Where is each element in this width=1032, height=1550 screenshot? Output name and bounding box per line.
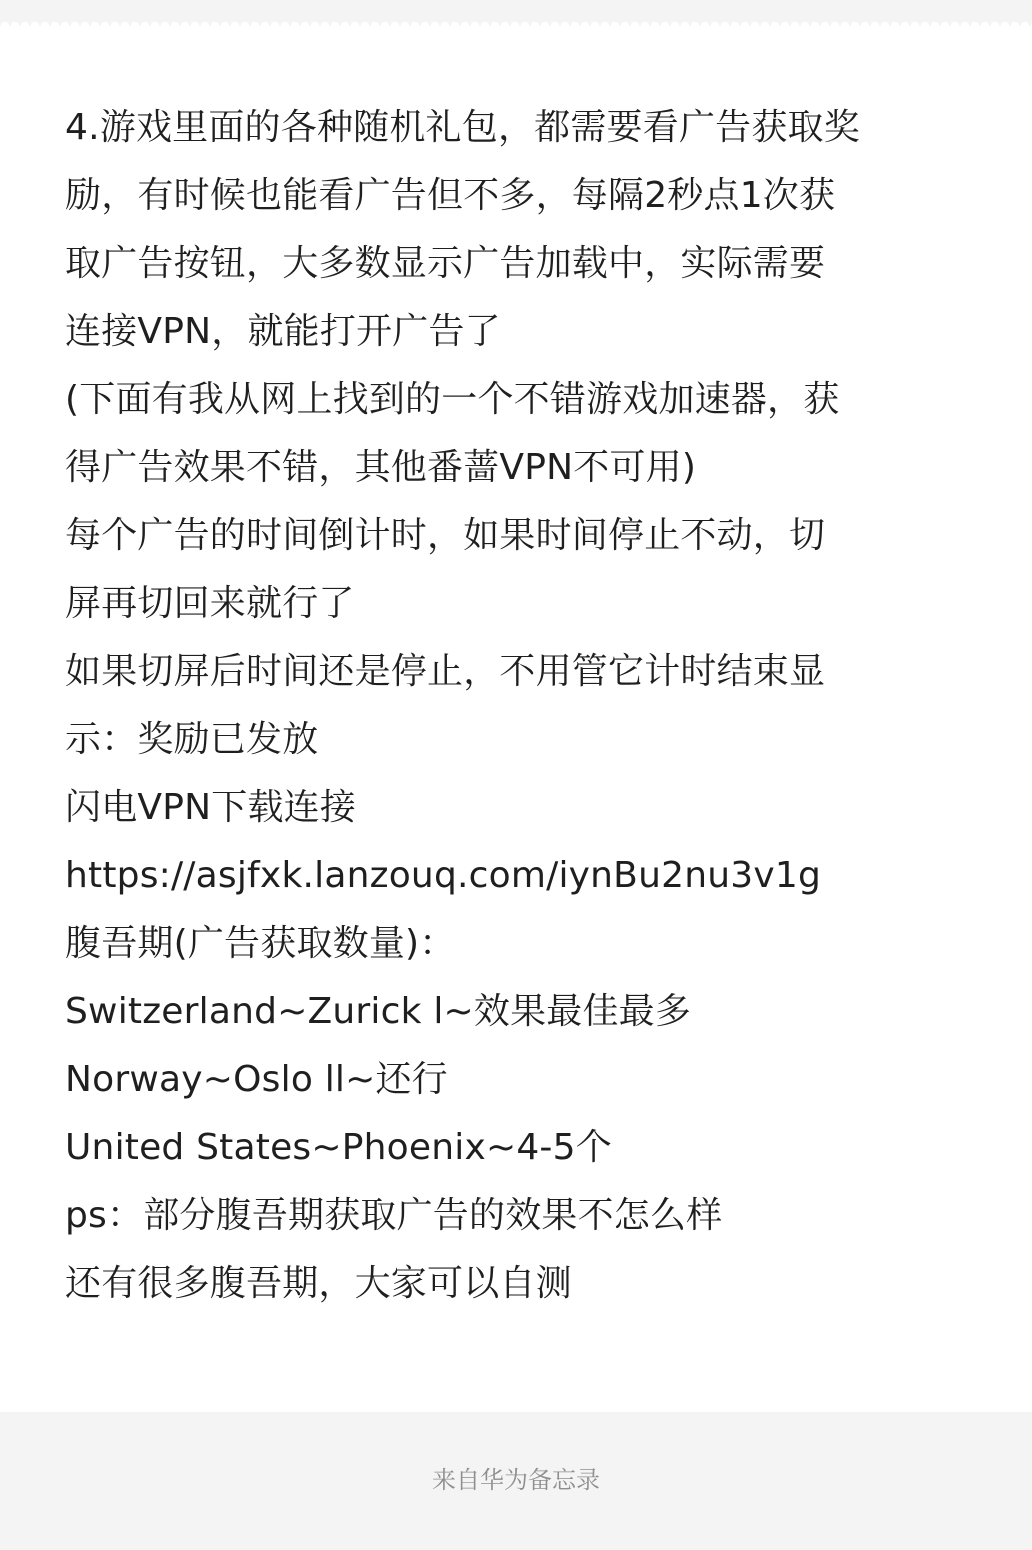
- note-line: United States~Phoenix~4-5个: [65, 1127, 612, 1168]
- note-line: 腹吾期(广告获取数量)：: [65, 923, 456, 964]
- note-card-top-edge: [0, 21, 1032, 31]
- note-line: 屏再切回来就行了: [65, 583, 355, 624]
- note-line: ps：部分腹吾期获取广告的效果不怎么样: [65, 1195, 723, 1236]
- note-line: 每个广告的时间倒计时，如果时间停止不动，切: [65, 515, 826, 556]
- note-line: (下面有我从网上找到的一个不错游戏加速器，获: [65, 379, 840, 420]
- note-line: 连接VPN，就能打开广告了: [65, 311, 501, 352]
- footer-source-label: 来自华为备忘录: [432, 1466, 600, 1494]
- note-body: [65, 94, 975, 1318]
- note-line: Switzerland~Zurick l~效果最佳最多: [65, 991, 692, 1032]
- note-line: 还有很多腹吾期，大家可以自测: [65, 1263, 572, 1304]
- note-line: 取广告按钮，大多数显示广告加载中，实际需要: [65, 243, 826, 284]
- note-line: 励，有时候也能看广告但不多，每隔2秒点1次获: [65, 175, 836, 216]
- note-line: 示：奖励已发放: [65, 719, 319, 760]
- note-line: 闪电VPN下载连接: [65, 787, 357, 828]
- note-line: 4.游戏里面的各种随机礼包，都需要看广告获取奖: [65, 107, 860, 148]
- footer: [0, 1412, 1032, 1550]
- note-card: [0, 26, 1032, 1412]
- note-link-url[interactable]: https://asjfxk.lanzouq.com/iynBu2nu3v1g: [65, 855, 821, 896]
- note-line: 如果切屏后时间还是停止，不用管它计时结束显: [65, 651, 826, 692]
- note-line: Norway~Oslo ll~还行: [65, 1059, 448, 1100]
- note-line: 得广告效果不错，其他番蔷VPN不可用): [65, 447, 697, 488]
